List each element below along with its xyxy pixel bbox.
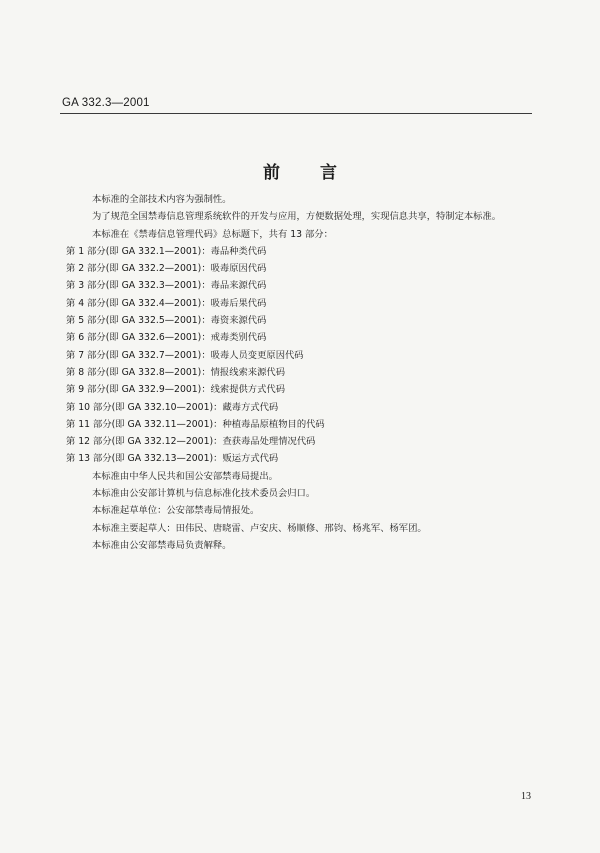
part-list-item: 第 10 部分(即 GA 332.10—2001)：藏毒方式代码 <box>66 401 279 413</box>
paragraph: 为了规范全国禁毒信息管理系统软件的开发与应用，方便数据处理，实现信息共享，特制定本标准。 <box>92 211 502 223</box>
paragraph: 本标准主要起草人：田伟民、唐晓雷、卢安庆、杨顺修、邢钧、杨兆军、杨军团。 <box>92 522 427 534</box>
part-list-item: 第 5 部分(即 GA 332.5—2001)：毒资来源代码 <box>66 315 267 327</box>
part-list-item: 第 4 部分(即 GA 332.4—2001)：吸毒后果代码 <box>66 297 267 309</box>
foreword-body <box>66 191 562 554</box>
paragraph: 本标准起草单位：公安部禁毒局情报处。 <box>92 505 260 517</box>
part-list-item: 第 11 部分(即 GA 332.11—2001)：种植毒品原植物目的代码 <box>66 418 325 430</box>
paragraph: 本标准的全部技术内容为强制性。 <box>92 194 232 205</box>
part-list-item: 第 13 部分(即 GA 332.13—2001)：贩运方式代码 <box>66 453 279 465</box>
standard-code: GA 332.3—2001 <box>62 97 150 109</box>
page-number: 13 <box>521 791 531 802</box>
part-list-item: 第 6 部分(即 GA 332.6—2001)：戒毒类别代码 <box>66 332 267 344</box>
paragraph: 本标准由公安部禁毒局负责解释。 <box>92 539 232 551</box>
part-list-item: 第 9 部分(即 GA 332.9—2001)：线索提供方式代码 <box>66 384 285 396</box>
paragraph: 本标准由公安部计算机与信息标准化技术委员会归口。 <box>92 488 316 500</box>
part-list-item: 第 3 部分(即 GA 332.3—2001)：毒品来源代码 <box>66 280 267 292</box>
part-list-item: 第 2 部分(即 GA 332.2—2001)：吸毒原因代码 <box>66 263 267 275</box>
page-title: 前言 <box>263 163 377 183</box>
paragraph: 本标准由中华人民共和国公安部禁毒局提出。 <box>92 470 278 482</box>
part-list-item: 第 8 部分(即 GA 332.8—2001)：情报线索来源代码 <box>66 366 285 378</box>
part-list-item: 第 12 部分(即 GA 332.12—2001)：查获毒品处理情况代码 <box>66 436 316 448</box>
part-list-item: 第 1 部分(即 GA 332.1—2001)：毒品种类代码 <box>66 245 267 257</box>
header-rule <box>60 113 532 114</box>
part-list-item: 第 7 部分(即 GA 332.7—2001)：吸毒人员变更原因代码 <box>66 349 304 361</box>
paragraph: 本标准在《禁毒信息管理代码》总标题下，共有 13 部分： <box>92 228 333 240</box>
